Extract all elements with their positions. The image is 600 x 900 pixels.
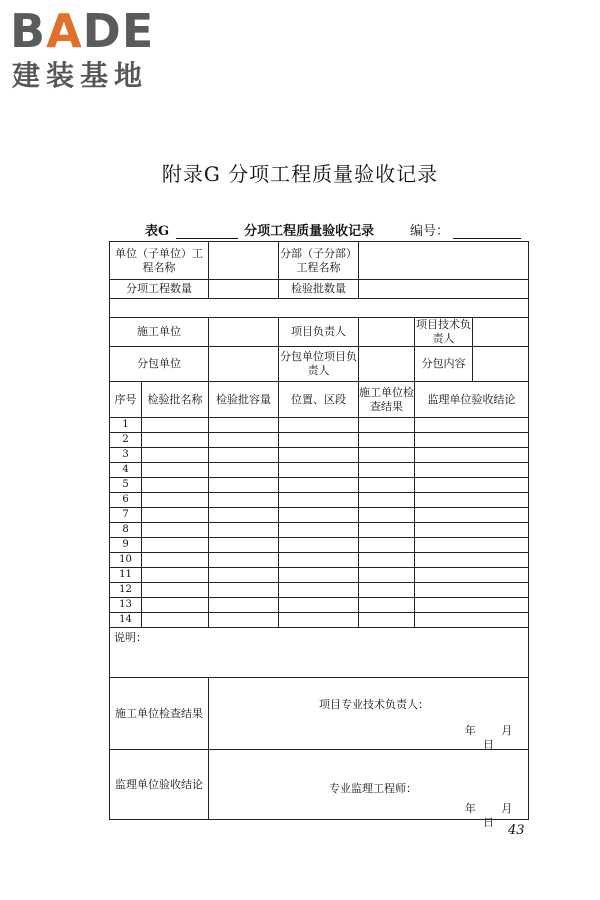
row-cell — [209, 583, 279, 598]
row-number: 4 — [110, 463, 142, 478]
technical-manager-label: 项目技术负责人 — [416, 318, 471, 345]
subitem-quantity-label: 分项工程数量 — [110, 280, 209, 299]
row-cell — [415, 583, 529, 598]
row-cell — [359, 478, 415, 493]
supervisor-conclusion-date: 年 月 日 — [464, 802, 513, 829]
row-cell — [209, 448, 279, 463]
acceptance-record-table — [109, 241, 529, 829]
row-cell — [415, 418, 529, 433]
contractor-signer-label: 项目专业技术负责人： — [319, 698, 429, 711]
row-cell — [359, 583, 415, 598]
row-cell — [415, 448, 529, 463]
row-cell — [142, 523, 209, 538]
caption-title: 分项工程质量验收记录 — [244, 224, 375, 239]
subcontractor-manager-value — [359, 347, 415, 382]
row-cell — [359, 493, 415, 508]
division-project-name-value — [359, 242, 529, 280]
caption-blank — [176, 226, 238, 239]
row-number: 7 — [110, 508, 142, 523]
row-cell — [415, 553, 529, 568]
row-cell — [279, 433, 359, 448]
row-cell — [415, 493, 529, 508]
column-header: 检验批容量 — [209, 382, 279, 418]
row-cell — [209, 613, 279, 628]
supervisor-conclusion-label: 监理单位验收结论 — [110, 750, 209, 820]
row-cell — [279, 463, 359, 478]
row-cell — [415, 538, 529, 553]
unit-project-name-label: 单位（子单位）工程名称 — [110, 242, 209, 280]
record-number — [410, 220, 521, 239]
column-header: 监理单位验收结论 — [415, 382, 529, 418]
contractor-result-sign-area — [209, 678, 529, 750]
table-row — [110, 478, 529, 493]
table-row — [110, 433, 529, 448]
row-cell — [209, 478, 279, 493]
row-cell — [142, 613, 209, 628]
row-cell — [142, 493, 209, 508]
row-cell — [279, 523, 359, 538]
row-cell — [359, 523, 415, 538]
row-cell — [279, 478, 359, 493]
row-cell — [415, 568, 529, 583]
subcontractor-label: 分包单位 — [110, 347, 209, 382]
row-cell — [209, 508, 279, 523]
row-cell — [359, 418, 415, 433]
row-cell — [142, 553, 209, 568]
technical-manager-value — [473, 318, 529, 347]
division-project-name-label: 分部（子分部）工程名称 — [279, 242, 359, 280]
supervisor-signer-label: 专业监理工程师： — [329, 782, 417, 795]
table-row — [110, 448, 529, 463]
project-manager-value — [359, 318, 415, 347]
column-header: 序号 — [110, 382, 142, 418]
row-number: 14 — [110, 613, 142, 628]
row-cell — [209, 538, 279, 553]
inspection-lot-quantity-label: 检验批数量 — [279, 280, 359, 299]
subcontract-content-value — [473, 347, 529, 382]
row-cell — [209, 433, 279, 448]
table-caption — [145, 220, 374, 239]
row-cell — [279, 613, 359, 628]
row-cell — [415, 463, 529, 478]
row-cell — [142, 583, 209, 598]
row-cell — [359, 613, 415, 628]
row-number: 9 — [110, 538, 142, 553]
logo-subtitle: 建装基地 — [12, 59, 149, 92]
row-cell — [279, 508, 359, 523]
row-number: 8 — [110, 523, 142, 538]
supervisor-conclusion-sign-area — [209, 750, 529, 829]
row-number: 5 — [110, 478, 142, 493]
contractor-result-label: 施工单位检查结果 — [110, 678, 209, 750]
contractor-value — [209, 318, 279, 347]
subcontractor-value — [209, 347, 279, 382]
notes-cell — [110, 628, 529, 678]
contractor-result-date: 年 月 日 — [464, 724, 513, 751]
page-number: 43 — [508, 823, 525, 838]
row-cell — [209, 523, 279, 538]
column-header: 检验批名称 — [142, 382, 209, 418]
row-cell — [415, 478, 529, 493]
page-heading: 附录G 分项工程质量验收记录 — [161, 162, 439, 186]
inspection-lot-quantity-value — [359, 280, 529, 299]
table-row — [110, 463, 529, 478]
row-cell — [415, 508, 529, 523]
row-cell — [279, 583, 359, 598]
notes-label: 说明： — [114, 631, 147, 644]
row-cell — [209, 568, 279, 583]
row-number: 6 — [110, 493, 142, 508]
row-cell — [359, 448, 415, 463]
row-number: 3 — [110, 448, 142, 463]
subcontract-content-label: 分包内容 — [415, 347, 473, 382]
row-cell — [142, 433, 209, 448]
table-row — [110, 418, 529, 433]
unit-project-name-value — [209, 242, 279, 280]
row-number: 1 — [110, 418, 142, 433]
row-cell — [359, 568, 415, 583]
record-number-blank — [453, 226, 521, 239]
row-cell — [279, 538, 359, 553]
row-cell — [415, 598, 529, 613]
row-cell — [142, 463, 209, 478]
table-row — [110, 523, 529, 538]
row-number: 12 — [110, 583, 142, 598]
column-header: 位置、区段 — [279, 382, 359, 418]
row-cell — [279, 418, 359, 433]
table-row — [110, 613, 529, 628]
row-cell — [142, 478, 209, 493]
table-row — [110, 598, 529, 613]
row-cell — [415, 523, 529, 538]
row-cell — [209, 463, 279, 478]
contractor-label: 施工单位 — [110, 318, 209, 347]
table-row — [110, 568, 529, 583]
table-row — [110, 508, 529, 523]
row-cell — [359, 538, 415, 553]
brand-logo — [10, 6, 180, 96]
row-cell — [279, 568, 359, 583]
row-cell — [142, 598, 209, 613]
subitem-quantity-value — [209, 280, 279, 299]
row-number: 10 — [110, 553, 142, 568]
row-cell — [359, 508, 415, 523]
row-cell — [209, 418, 279, 433]
row-cell — [142, 508, 209, 523]
row-cell — [279, 598, 359, 613]
column-header: 施工单位检查结果 — [359, 382, 415, 418]
row-number: 2 — [110, 433, 142, 448]
logo-wordmark: BADE — [10, 4, 155, 58]
row-cell — [359, 598, 415, 613]
row-cell — [209, 493, 279, 508]
row-number: 11 — [110, 568, 142, 583]
row-cell — [415, 613, 529, 628]
row-cell — [279, 448, 359, 463]
table-row — [110, 493, 529, 508]
subcontractor-manager-label: 分包单位项目负责人 — [279, 347, 359, 382]
project-manager-label: 项目负责人 — [279, 318, 359, 347]
row-cell — [209, 598, 279, 613]
row-cell — [359, 433, 415, 448]
row-cell — [142, 538, 209, 553]
row-cell — [359, 463, 415, 478]
row-cell — [209, 553, 279, 568]
row-cell — [142, 448, 209, 463]
row-number: 13 — [110, 598, 142, 613]
caption-prefix: 表G — [145, 224, 170, 239]
spacer-row — [110, 299, 529, 318]
row-cell — [279, 493, 359, 508]
row-cell — [279, 553, 359, 568]
table-row — [110, 553, 529, 568]
row-cell — [142, 568, 209, 583]
record-number-label: 编号： — [410, 224, 450, 239]
row-cell — [359, 553, 415, 568]
table-row — [110, 583, 529, 598]
table-row — [110, 538, 529, 553]
row-cell — [415, 433, 529, 448]
row-cell — [142, 418, 209, 433]
